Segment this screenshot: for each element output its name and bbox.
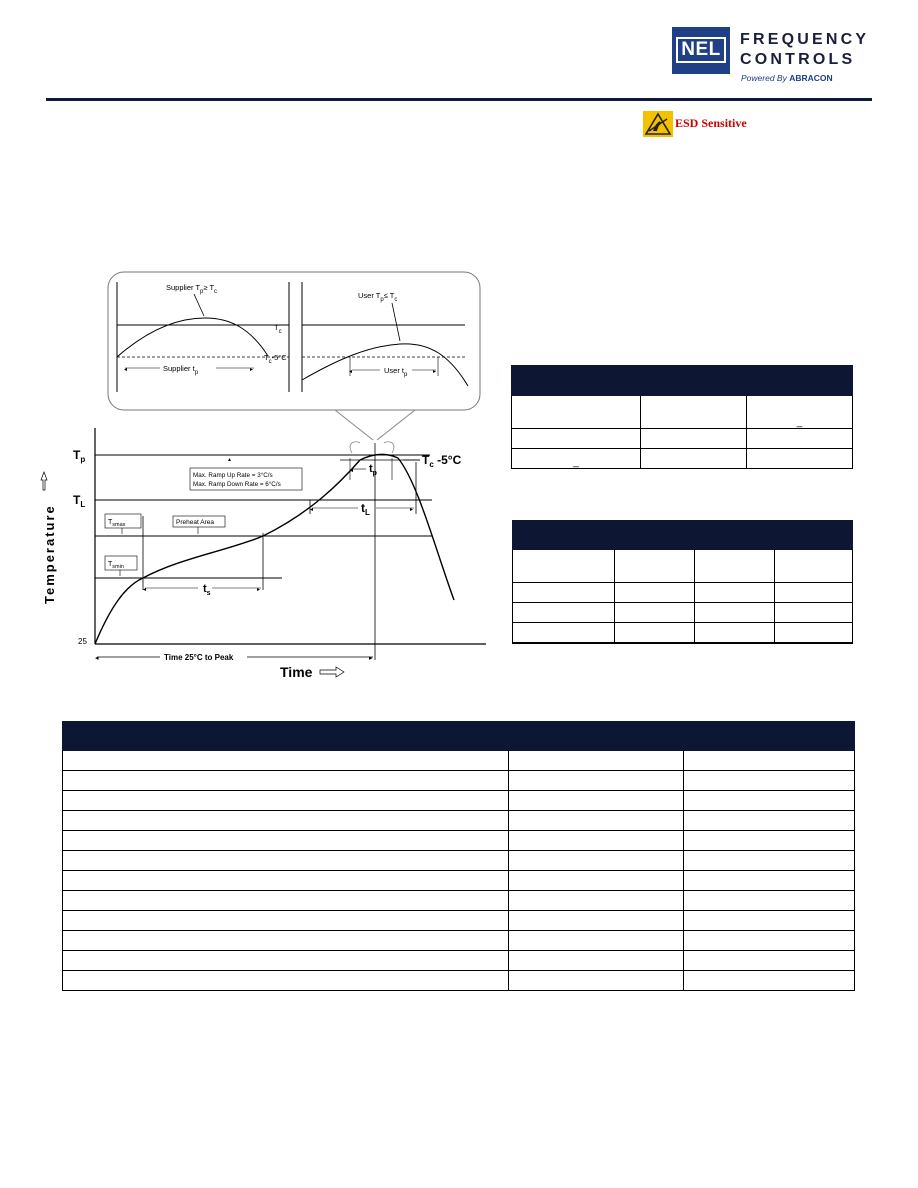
ts-label: $t_s$	[203, 583, 211, 597]
table-row	[513, 623, 853, 643]
time-to-peak-label: Time 25°C to Peak	[164, 653, 234, 662]
table-row	[63, 871, 855, 891]
tsmin-label: $T_{smin}$	[108, 561, 124, 570]
logo-wordmark-line2: CONTROLS	[740, 51, 856, 68]
table-1-header	[512, 366, 853, 396]
svg-text:◂: ◂	[349, 369, 353, 375]
brand-logo-badge	[672, 27, 730, 74]
ramp-down-rate: Max. Ramp Down Rate = 6°C/s	[193, 481, 281, 488]
logo-badge-text: NEL	[676, 37, 726, 63]
table-2	[512, 520, 853, 644]
svg-text:◂: ◂	[143, 587, 147, 593]
logo-powered-brand: ABRACON	[789, 73, 833, 83]
tl-label: $T_L$	[73, 493, 86, 509]
tsmax-label: $T_{smax}$	[108, 519, 126, 528]
table-2-header	[513, 521, 853, 550]
tp-time-label: $t_p$	[369, 463, 377, 477]
svg-text:▸: ▸	[433, 369, 437, 375]
svg-text:◂: ◂	[124, 367, 128, 373]
svg-text:▸: ▸	[410, 507, 414, 513]
logo-wordmark-line1: FREQUENCY	[740, 31, 870, 48]
table-3	[62, 721, 855, 991]
table-row	[63, 771, 855, 791]
table-row	[63, 951, 855, 971]
table-row: _	[512, 396, 853, 429]
svg-text:▸: ▸	[257, 587, 261, 593]
table-1	[511, 365, 853, 469]
svg-text:▴: ▴	[228, 457, 232, 463]
table-row	[63, 751, 855, 771]
logo-powered-by	[741, 73, 833, 83]
table-row	[63, 911, 855, 931]
tp-label: $T_p$	[73, 448, 86, 464]
inset-callout-box	[108, 272, 480, 410]
table-row	[63, 971, 855, 991]
reflow-profile-diagram	[40, 268, 500, 688]
tl-time-label: $t_L$	[361, 501, 370, 517]
svg-text:▸: ▸	[250, 367, 254, 373]
header-divider	[46, 98, 872, 101]
table-row	[63, 831, 855, 851]
tc-minus5-label: $T_c$ -5°C	[422, 453, 462, 469]
logo-powered-text: Powered By	[741, 73, 787, 83]
inset-tc-minus-label: $T_c-5^\circ C$	[264, 353, 287, 365]
table-row	[63, 931, 855, 951]
esd-warning-icon	[643, 111, 673, 137]
table-row: _	[512, 449, 853, 469]
table-row	[513, 603, 853, 623]
ramp-up-rate: Max. Ramp Up Rate = 3°C/s	[193, 472, 273, 479]
svg-text:▸: ▸	[369, 655, 373, 662]
table-row	[513, 550, 853, 583]
x-axis-label: Time	[280, 664, 313, 680]
table-row	[513, 583, 853, 603]
table-row	[63, 811, 855, 831]
svg-text:◂: ◂	[350, 468, 354, 474]
preheat-area-label: Preheat Area	[176, 519, 214, 526]
table-3-header	[63, 722, 855, 751]
table-row	[63, 791, 855, 811]
table-row	[63, 851, 855, 871]
inset-supplier-title: Supplier $T_p\ge T_c$	[166, 283, 218, 295]
table-row	[63, 891, 855, 911]
inset-tc-label: $T_c$	[274, 323, 282, 335]
y-axis-label: Temperature	[42, 504, 57, 604]
inset-user-tp: User $t_p$	[384, 366, 408, 378]
table-row	[512, 429, 853, 449]
inset-supplier-tp: Supplier $t_p$	[163, 364, 199, 376]
esd-sensitive-label: ESD Sensitive	[675, 116, 747, 130]
y-origin-label: 25	[78, 637, 87, 646]
inset-user-title: User $T_p\le T_c$	[358, 291, 398, 303]
svg-text:◂: ◂	[95, 655, 99, 662]
svg-text:◂: ◂	[310, 507, 314, 513]
